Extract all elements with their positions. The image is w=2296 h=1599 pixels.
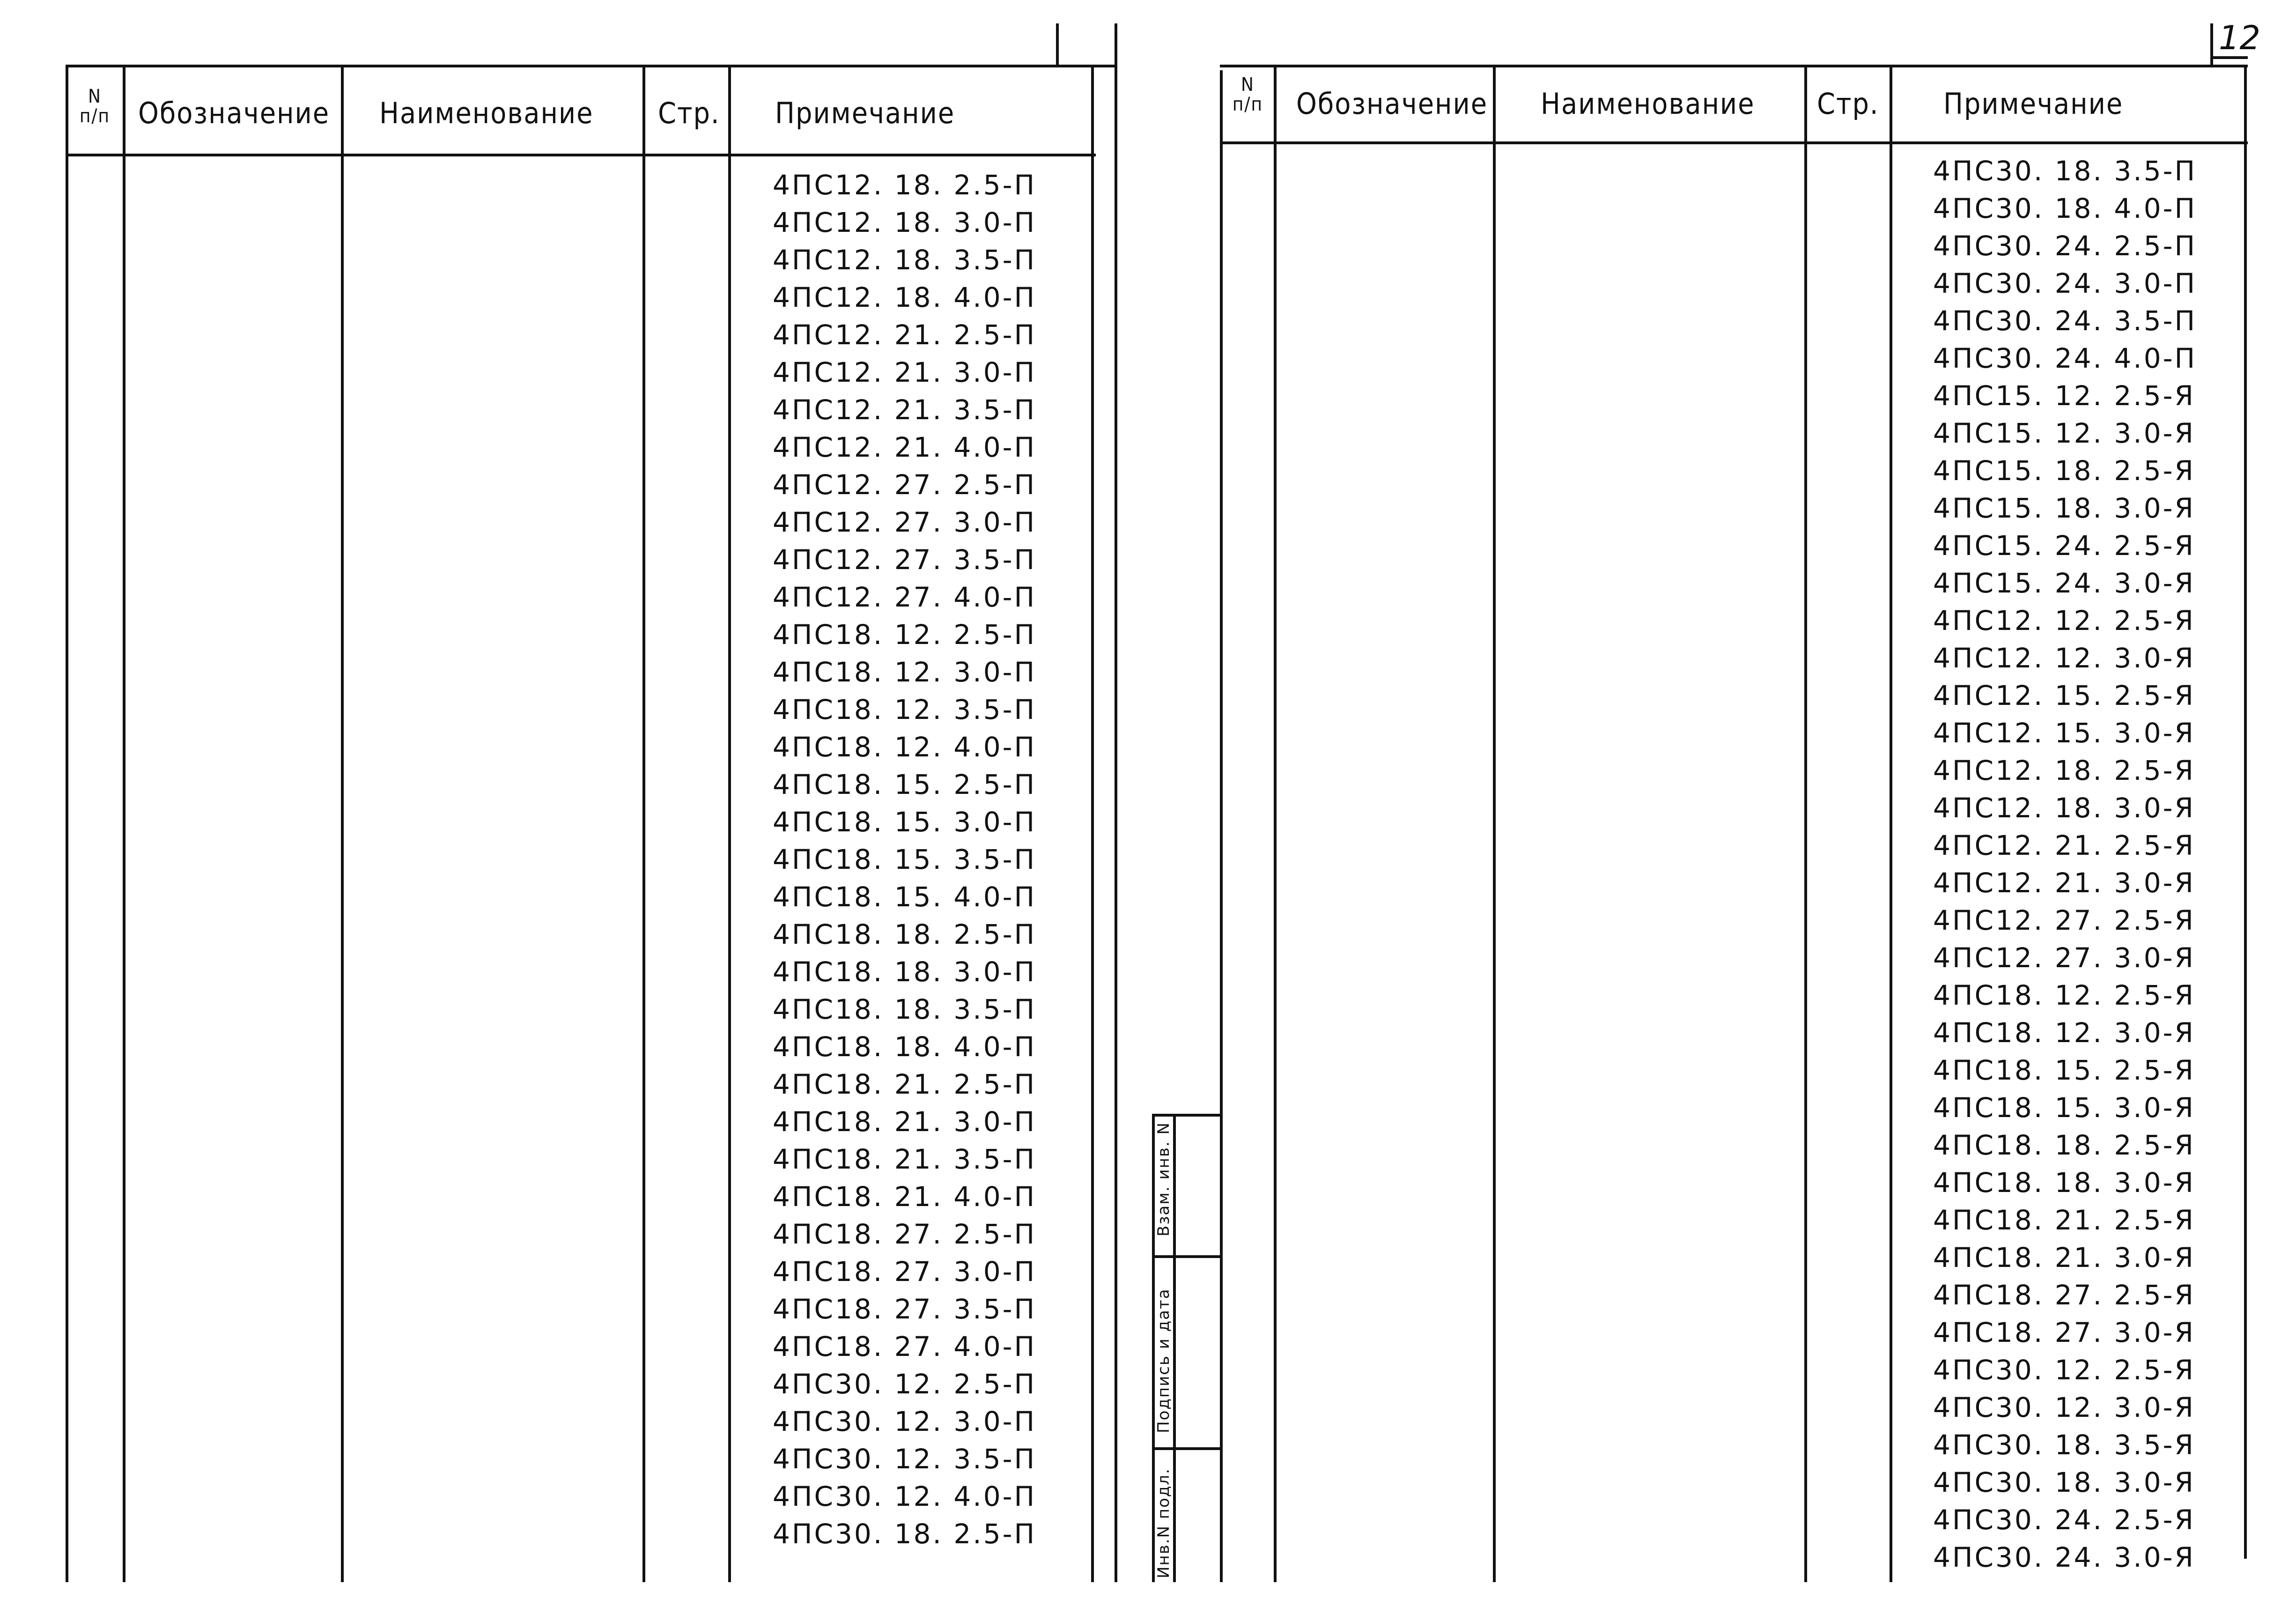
left-frame-tick xyxy=(1056,23,1059,66)
right-note-row: 4ПС18. 18. 3.0-Я xyxy=(1933,1167,2195,1199)
left-note-row: 4ПС18. 18. 3.5-П xyxy=(773,993,1037,1025)
left-note-row: 4ПС18. 18. 3.0-П xyxy=(773,956,1037,988)
left-note-row: 4ПС12. 18. 3.5-П xyxy=(773,244,1037,276)
left-note-row: 4ПС18. 12. 3.5-П xyxy=(773,694,1037,725)
left-col-border-6 xyxy=(1091,65,1094,1582)
left-note-row: 4ПС18. 15. 3.5-П xyxy=(773,844,1037,875)
right-note-row: 4ПС18. 12. 2.5-Я xyxy=(1933,979,2195,1011)
left-note-row: 4ПС18. 21. 4.0-П xyxy=(773,1181,1037,1213)
right-header-note: Примечание xyxy=(1943,87,2124,121)
left-header-note: Примечание xyxy=(775,96,955,130)
left-note-row: 4ПС18. 15. 3.0-П xyxy=(773,806,1037,838)
right-note-row: 4ПС15. 24. 2.5-Я xyxy=(1933,530,2195,562)
left-note-row: 4ПС18. 15. 4.0-П xyxy=(773,881,1037,913)
left-table-header-bottom xyxy=(66,154,1096,156)
left-note-row: 4ПС18. 27. 3.0-П xyxy=(773,1256,1037,1288)
right-note-row: 4ПС30. 24. 3.5-П xyxy=(1933,305,2197,337)
right-note-row: 4ПС15. 18. 3.0-Я xyxy=(1933,492,2195,524)
right-col-border-1 xyxy=(1274,65,1277,1582)
page-number: 12 xyxy=(2219,19,2261,57)
left-table-top-border xyxy=(66,65,1117,67)
left-note-row: 4ПС12. 21. 4.0-П xyxy=(773,431,1037,463)
left-note-row: 4ПС18. 21. 3.5-П xyxy=(773,1143,1037,1175)
left-note-row: 4ПС12. 27. 3.5-П xyxy=(773,544,1037,576)
left-note-row: 4ПС18. 27. 4.0-П xyxy=(773,1331,1037,1362)
right-note-row: 4ПС12. 12. 2.5-Я xyxy=(1933,605,2195,637)
left-note-row: 4ПС18. 15. 2.5-П xyxy=(773,769,1037,800)
left-col-border-4 xyxy=(642,65,645,1582)
left-note-row: 4ПС18. 27. 2.5-П xyxy=(773,1218,1037,1250)
right-note-row: 4ПС12. 27. 2.5-Я xyxy=(1933,904,2195,936)
left-note-row: 4ПС12. 21. 3.0-П xyxy=(773,356,1037,388)
right-header-page: Стр. xyxy=(1817,87,1879,121)
right-note-row: 4ПС15. 12. 3.0-Я xyxy=(1933,417,2195,449)
right-note-row: 4ПС18. 21. 3.0-Я xyxy=(1933,1242,2195,1273)
right-header-num: N п/п xyxy=(1232,74,1263,115)
right-note-row: 4ПС30. 24. 4.0-П xyxy=(1933,342,2197,374)
right-note-row: 4ПС12. 15. 2.5-Я xyxy=(1933,680,2195,711)
left-note-row: 4ПС18. 18. 4.0-П xyxy=(773,1031,1037,1063)
left-header-page: Стр. xyxy=(658,96,720,130)
right-frame-tick xyxy=(2210,23,2213,66)
stamp-line-inner xyxy=(1173,1114,1176,1582)
left-note-row: 4ПС18. 18. 2.5-П xyxy=(773,918,1037,950)
left-note-row: 4ПС12. 21. 3.5-П xyxy=(773,394,1037,426)
left-note-row: 4ПС12. 27. 3.0-П xyxy=(773,506,1037,538)
stamp-line-right xyxy=(1220,70,1223,1582)
right-note-row: 4ПС18. 15. 3.0-Я xyxy=(1933,1092,2195,1124)
left-note-row: 4ПС18. 12. 2.5-П xyxy=(773,619,1037,651)
right-header-name: Наименование xyxy=(1541,87,1755,121)
left-note-row: 4ПС18. 21. 2.5-П xyxy=(773,1068,1037,1100)
left-note-row: 4ПС30. 12. 3.0-П xyxy=(773,1406,1037,1437)
right-note-row: 4ПС18. 27. 3.0-Я xyxy=(1933,1317,2195,1348)
right-note-row: 4ПС18. 18. 2.5-Я xyxy=(1933,1129,2195,1161)
left-col-border-5 xyxy=(728,65,731,1582)
right-note-row: 4ПС12. 12. 3.0-Я xyxy=(1933,642,2195,674)
left-col-border-3 xyxy=(341,65,344,1582)
left-notes-list xyxy=(773,166,1036,1553)
right-table-header-bottom xyxy=(1220,141,2248,144)
right-col-border-4 xyxy=(1890,65,1892,1582)
right-note-row: 4ПС15. 18. 2.5-Я xyxy=(1933,455,2195,487)
stamp-replace-inv: Взам. инв. N xyxy=(1154,1122,1173,1236)
right-note-row: 4ПС15. 24. 3.0-Я xyxy=(1933,567,2195,599)
left-note-row: 4ПС12. 21. 2.5-П xyxy=(773,319,1037,351)
left-header-designation: Обозначение xyxy=(138,96,330,130)
right-note-row: 4ПС12. 27. 3.0-Я xyxy=(1933,942,2195,974)
right-note-row: 4ПС30. 12. 3.0-Я xyxy=(1933,1392,2195,1423)
left-note-row: 4ПС12. 18. 2.5-П xyxy=(773,169,1037,201)
stamp-inv-original: Инв.N подл. xyxy=(1154,1468,1173,1578)
right-note-row: 4ПС30. 24. 3.0-П xyxy=(1933,267,2197,299)
right-note-row: 4ПС30. 18. 4.0-П xyxy=(1933,192,2197,224)
right-note-row: 4ПС30. 12. 2.5-Я xyxy=(1933,1354,2195,1386)
right-note-row: 4ПС30. 24. 2.5-Я xyxy=(1933,1504,2195,1536)
left-note-row: 4ПС12. 27. 4.0-П xyxy=(773,581,1037,613)
left-note-row: 4ПС18. 27. 3.5-П xyxy=(773,1293,1037,1325)
left-col-border-1 xyxy=(66,65,68,1582)
right-note-row: 4ПС30. 18. 3.5-Я xyxy=(1933,1429,2195,1461)
right-note-row: 4ПС18. 21. 2.5-Я xyxy=(1933,1204,2195,1236)
stamp-line-mid xyxy=(1152,1255,1222,1258)
right-note-row: 4ПС12. 21. 3.0-Я xyxy=(1933,867,2195,899)
stamp-signature-date: Подпись и дата xyxy=(1154,1288,1173,1433)
right-note-row: 4ПС18. 12. 3.0-Я xyxy=(1933,1017,2195,1049)
right-note-row: 4ПС12. 21. 2.5-Я xyxy=(1933,829,2195,861)
left-col-border-2 xyxy=(123,65,126,1582)
right-note-row: 4ПС30. 18. 3.0-Я xyxy=(1933,1466,2195,1498)
stamp-line-low xyxy=(1152,1447,1222,1450)
right-notes-list xyxy=(1933,152,2197,1576)
right-note-row: 4ПС12. 18. 2.5-Я xyxy=(1933,755,2195,786)
right-note-row: 4ПС30. 24. 3.0-Я xyxy=(1933,1541,2195,1573)
right-header-designation: Обозначение xyxy=(1296,87,1488,121)
right-note-row: 4ПС18. 27. 2.5-Я xyxy=(1933,1279,2195,1311)
right-note-row: 4ПС12. 18. 3.0-Я xyxy=(1933,792,2195,824)
left-note-row: 4ПС12. 18. 3.0-П xyxy=(773,207,1037,238)
left-note-row: 4ПС12. 27. 2.5-П xyxy=(773,469,1037,501)
left-header-num: N п/п xyxy=(79,86,111,127)
right-note-row: 4ПС12. 15. 3.0-Я xyxy=(1933,717,2195,749)
right-note-row: 4ПС30. 24. 2.5-П xyxy=(1933,230,2197,262)
stamp-line-top xyxy=(1152,1114,1222,1117)
right-table-top-border xyxy=(1220,65,2248,67)
right-col-border-3 xyxy=(1804,65,1807,1582)
left-note-row: 4ПС30. 12. 4.0-П xyxy=(773,1481,1037,1512)
right-note-row: 4ПС30. 18. 3.5-П xyxy=(1933,155,2197,187)
left-frame-edge xyxy=(1115,23,1117,1582)
right-col-border-5 xyxy=(2244,65,2247,1559)
left-header-name: Наименование xyxy=(379,96,594,130)
left-note-row: 4ПС18. 21. 3.0-П xyxy=(773,1106,1037,1138)
right-note-row: 4ПС18. 15. 2.5-Я xyxy=(1933,1054,2195,1086)
right-col-border-2 xyxy=(1493,65,1496,1582)
left-note-row: 4ПС12. 18. 4.0-П xyxy=(773,281,1037,313)
left-note-row: 4ПС18. 12. 4.0-П xyxy=(773,731,1037,763)
left-note-row: 4ПС18. 12. 3.0-П xyxy=(773,656,1037,688)
left-note-row: 4ПС30. 18. 2.5-П xyxy=(773,1518,1037,1550)
left-note-row: 4ПС30. 12. 2.5-П xyxy=(773,1368,1037,1400)
right-note-row: 4ПС15. 12. 2.5-Я xyxy=(1933,380,2195,412)
left-note-row: 4ПС30. 12. 3.5-П xyxy=(773,1443,1037,1475)
